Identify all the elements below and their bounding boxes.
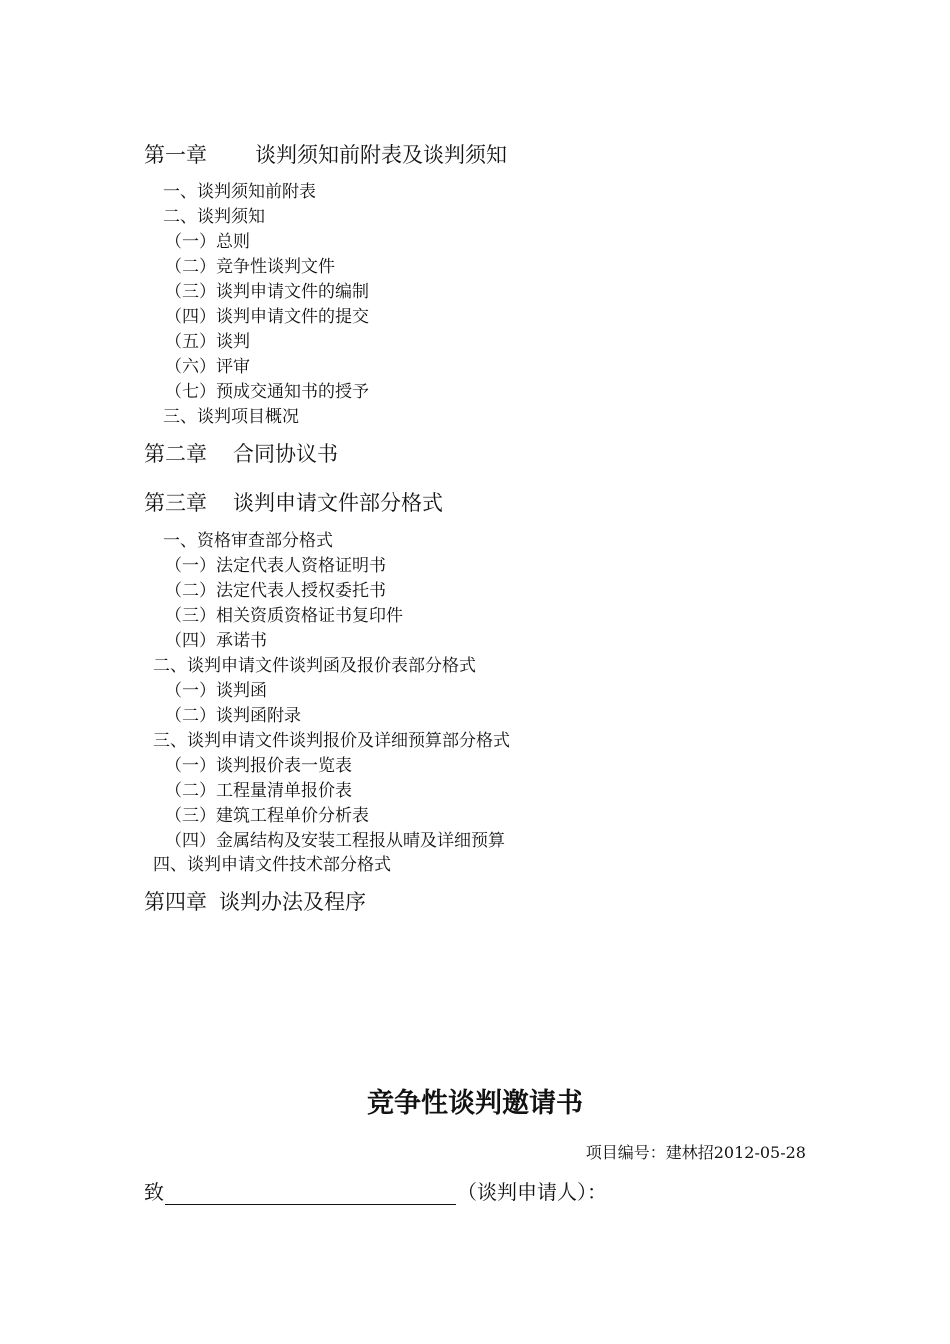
toc-item: （四）金属结构及安装工程报从晴及详细预算 bbox=[165, 831, 505, 851]
toc-item: （一）法定代表人资格证明书 bbox=[165, 556, 386, 576]
chapter-4-number: 第四章 bbox=[144, 890, 207, 914]
toc-item: （二）工程量清单报价表 bbox=[165, 781, 352, 801]
toc-item: （二）谈判函附录 bbox=[165, 706, 301, 726]
toc-item: 四、谈判申请文件技术部分格式 bbox=[153, 855, 391, 875]
toc-item: （一）总则 bbox=[165, 232, 250, 252]
toc-item: 一、资格审查部分格式 bbox=[163, 531, 333, 551]
toc-item: （一）谈判报价表一览表 bbox=[165, 756, 352, 776]
chapter-1-number: 第一章 bbox=[144, 143, 207, 167]
toc-item: （三）谈判申请文件的编制 bbox=[165, 282, 369, 302]
chapter-2-title: 合同协议书 bbox=[233, 442, 338, 466]
addressee-suffix: （谈判申请人）： bbox=[457, 1180, 607, 1204]
chapter-1-heading bbox=[144, 139, 507, 169]
toc-item: （二）竞争性谈判文件 bbox=[165, 257, 335, 277]
toc-item: 二、谈判须知 bbox=[163, 207, 265, 227]
chapter-3-title: 谈判申请文件部分格式 bbox=[233, 491, 443, 515]
invitation-title: 竞争性谈判邀请书 bbox=[367, 1088, 583, 1119]
chapter-2-heading bbox=[144, 438, 338, 468]
toc-item: 一、谈判须知前附表 bbox=[163, 182, 316, 202]
addressee-line bbox=[144, 1176, 607, 1205]
toc-item: （三）建筑工程单价分析表 bbox=[165, 806, 369, 826]
toc-item: 三、谈判项目概况 bbox=[163, 407, 299, 427]
toc-item: （三）相关资质资格证书复印件 bbox=[165, 606, 403, 626]
chapter-3-heading bbox=[144, 487, 443, 517]
toc-item: （六）评审 bbox=[165, 357, 250, 377]
chapter-3-number: 第三章 bbox=[144, 491, 207, 515]
project-number: 项目编号：建林招2012-05-28 bbox=[585, 1143, 806, 1162]
chapter-1-title: 谈判须知前附表及谈判须知 bbox=[255, 143, 507, 167]
toc-item: 二、谈判申请文件谈判函及报价表部分格式 bbox=[153, 656, 476, 676]
chapter-2-number: 第二章 bbox=[144, 442, 207, 466]
toc-item: （四）承诺书 bbox=[165, 631, 267, 651]
addressee-prefix: 致 bbox=[144, 1180, 164, 1204]
chapter-4-title: 谈判办法及程序 bbox=[219, 890, 366, 914]
toc-item: （四）谈判申请文件的提交 bbox=[165, 307, 369, 327]
toc-item: 三、谈判申请文件谈判报价及详细预算部分格式 bbox=[153, 731, 510, 751]
toc-item: （二）法定代表人授权委托书 bbox=[165, 581, 386, 601]
chapter-4-heading bbox=[144, 886, 366, 916]
toc-item: （一）谈判函 bbox=[165, 681, 267, 701]
toc-item: （五）谈判 bbox=[165, 332, 250, 352]
toc-item: （七）预成交通知书的授予 bbox=[165, 382, 369, 402]
addressee-blank bbox=[165, 1184, 456, 1205]
